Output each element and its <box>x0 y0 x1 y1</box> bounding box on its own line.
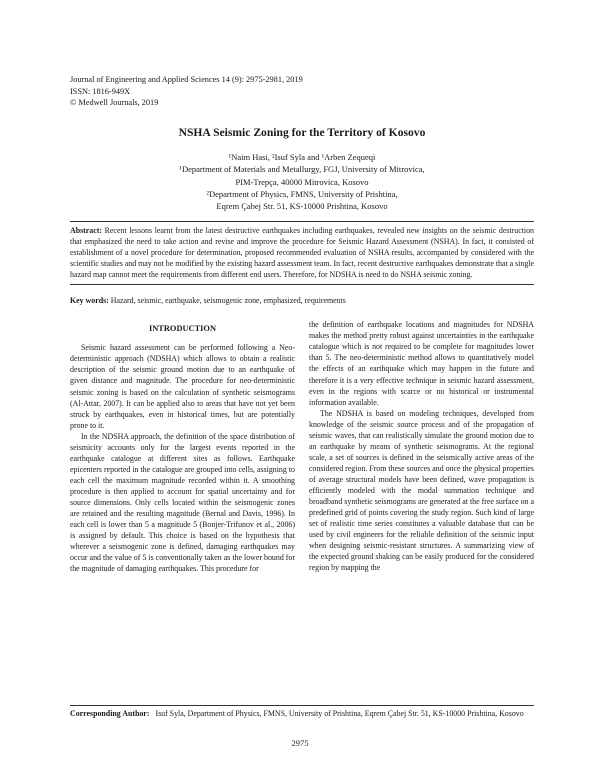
page-number: 2975 <box>291 738 309 748</box>
corresponding-author <box>70 705 534 720</box>
paper-title: NSHA Seismic Zoning for the Territory of Kosovo <box>178 125 426 139</box>
keywords-label: Key words: <box>70 296 109 306</box>
author-block <box>70 151 534 213</box>
body-paragraph: the definition of earthquake locations and magnitudes for NDSHA makes the method pretty robust against uncertainties in the earthquake catalogue which is not required to be complete for magnitudes lower than 5. The neo-deterministic method allows to quantitatively model the effects of an earthquake which may happen in the future and therefore it is a very effective technique in seismic hazard assessment, even in the regions with scarce or no historical or instrumental information available. <box>309 320 534 407</box>
body-paragraph: Seismic hazard assessment can be performed following a Neo-deterministic approach (NDSHA) which allows to obtain a realistic description of the seismic ground motion due to an earthquake of given distance and magnitude. The procedure for neo-deterministic seismic zoning is based on the calculation of synthetic seismograms (Al-Attar, 2007). It can be applied also to areas that have not yet been struck by earthquakes, even in historical times, but are potentially prone to it. <box>70 343 295 430</box>
left-column <box>70 319 295 574</box>
issn: ISSN: 1816-949X <box>70 86 131 96</box>
copyright: © Medwell Journals, 2019 <box>70 98 159 108</box>
keywords-text: Hazard, seismic, earthquake, seismogenic zone, emphasized, requirements <box>110 296 346 306</box>
section-heading: INTRODUCTION <box>148 324 216 334</box>
corresponding-author-label: Corresponding Author: <box>70 709 150 718</box>
keywords <box>70 295 534 306</box>
masthead <box>70 74 534 109</box>
abstract <box>70 221 534 285</box>
affiliation-line: ²Department of Physics, FMNS, University of Prishtina, <box>206 189 398 199</box>
abstract-text: Recent lessons learnt from the latest destructive earthquakes including earthquakes, revealed new insights on the seismic destruction that emphasized the need to take action and revise and improve the procedure for Seismic Hazard Assessment (NSHA). In fact, it consisted of establishment of a novel procedure for determination, proposed recommended evaluation of NSHA results, accompanied by considered with the scientific studies and may not be modified by the existing hazard assessment team. In fact, recent destructive earthquakes demonstrate that a single hazard map cannot meet the requirements from different end users. Therefore, for NDSHA is need to do NSHA seismic zoning. <box>70 225 534 280</box>
corresponding-author-text: Isuf Syla, Department of Physics, FMNS, University of Prishtina, Eqrem Çabej Str. 51, KS-10000 Prishtina, Kosovo <box>155 709 524 718</box>
body-columns <box>70 319 534 574</box>
body-paragraph: The NDSHA is based on modeling techniques, developed from knowledge of the seismic source process and of the propagation of seismic waves, that can realistically simulate the ground motion due to an earthquake by means of synthetic seismograms. At the regional scale, a set of sources is defined in the seismically active areas of the considered region. From these sources and once the physical properties of average structural models have been defined, wave propagation is efficiently modeled with the modal summation technique and broadband synthetic seismograms are generated at the free surface on a predefined grid of points covering the study region. Such kind of large set of realistic time series constitutes a valuable database that can be used by civil engineers for the reliable definition of the seismic input when designing seismic-resistant structures. A summarizing view of the expected ground shaking can be easily produced for the considered region by mapping the <box>309 408 534 573</box>
affiliation-line: ¹Department of Materials and Metallurgy, FGJ, University of Mitrovica, <box>179 164 425 175</box>
body-paragraph: In the NDSHA approach, the definition of the space distribution of seismicity accounts only for the largest events reported in the earthquake catalogue at different sites as follows. Earthquake epicenters reported in the catalogue are grouped into cells, assigning to each cell the maximum magnitude recorded within it. A smoothing procedure is then applied to account for spatial uncertainty and for source dimensions. Only cells located within the seismogenic zones are retained and the resulting magnitude (Bernal and Davis, 1996). In each cell is lower than 5 a magnitude 5 (Bonjer-Trifunov et al., 2006) is assigned by default. This choice is based on the hypothesis that wherever a seismogenic zone is defined, damaging earthquakes may occur and the value of 5 is conventionally taken as the lower bound for the magnitude of damaging earthquakes. This procedure for <box>70 431 295 574</box>
journal-citation: Journal of Engineering and Applied Sciences 14 (9): 2975-2981, 2019 <box>70 75 303 84</box>
affiliation-line: PIM-Trepça, 40000 Mitrovica, Kosovo <box>235 176 369 187</box>
affiliation-line: Eqrem Çabej Str. 51, KS-10000 Prishtina, Kosovo <box>216 201 388 212</box>
abstract-label: Abstract: <box>70 225 102 235</box>
authors: ¹Naim Hasi, ²Isuf Syla and ¹Arben Zequeqi <box>228 151 376 162</box>
right-column <box>309 319 534 574</box>
